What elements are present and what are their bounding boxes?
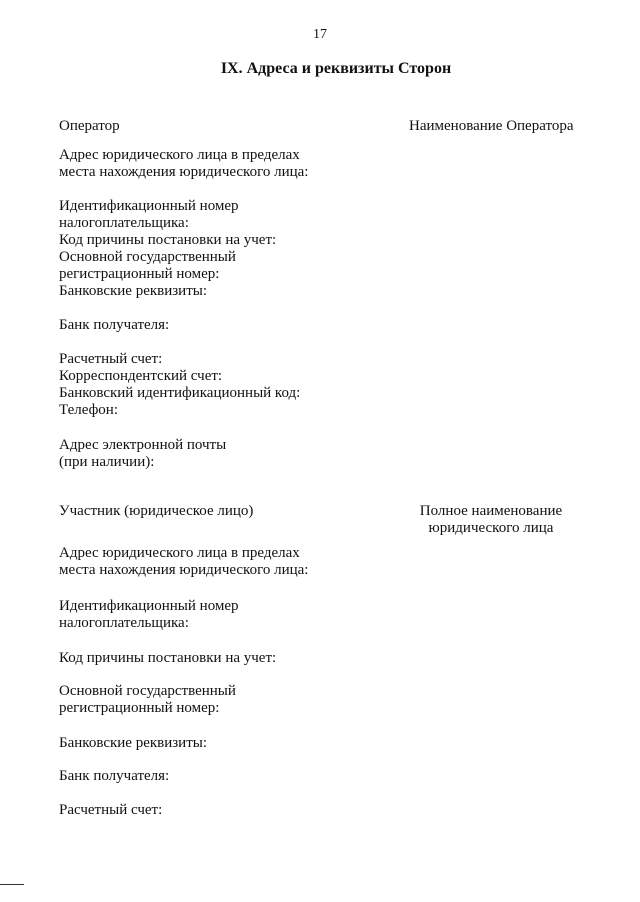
- participant-label: Участник (юридическое лицо): [59, 503, 254, 519]
- operator-address-line-2: места нахождения юридического лица:: [59, 164, 309, 180]
- participant-inn: [59, 598, 389, 632]
- operator-email-line-1: Адрес электронной почты: [59, 437, 227, 453]
- participant-kpp: Код причины постановки на учет:: [59, 650, 277, 666]
- participant-address-line-1: Адрес юридического лица в пределах: [59, 545, 300, 561]
- operator-ogrn-line-1: Основной государственный: [59, 249, 236, 265]
- section-title: IX. Адреса и реквизиты Сторон: [220, 60, 452, 77]
- participant-ogrn-line-2: регистрационный номер:: [59, 700, 220, 716]
- participant-settlement-account: Расчетный счет:: [59, 802, 163, 818]
- operator-bik: Банковский идентификационный код:: [59, 385, 301, 401]
- participant-bank-details: Банковские реквизиты:: [59, 735, 208, 751]
- scan-edge-mark: [0, 884, 24, 885]
- operator-settlement-account: Расчетный счет:: [59, 351, 163, 367]
- operator-address: [59, 147, 389, 181]
- participant-ogrn: [59, 683, 389, 717]
- operator-email: [59, 437, 389, 471]
- operator-phone: Телефон:: [59, 402, 118, 418]
- participant-address: [59, 545, 389, 579]
- participant-inn-line-1: Идентификационный номер: [59, 598, 239, 614]
- participant-name-line-2: юридического лица: [428, 520, 554, 536]
- page-number: 17: [313, 27, 327, 42]
- operator-recipient-bank: Банк получателя:: [59, 317, 170, 333]
- participant-name-placeholder: [410, 503, 572, 537]
- operator-ogrn-line-2: регистрационный номер:: [59, 266, 220, 282]
- operator-inn-line-1: Идентификационный номер: [59, 198, 239, 214]
- participant-inn-line-2: налогоплательщика:: [59, 615, 189, 631]
- operator-address-line-1: Адрес юридического лица в пределах: [59, 147, 300, 163]
- operator-email-line-2: (при наличии):: [59, 454, 155, 470]
- operator-correspondent-account: Корреспондентский счет:: [59, 368, 223, 384]
- participant-recipient-bank: Банк получателя:: [59, 768, 170, 784]
- operator-accounts: [59, 351, 389, 419]
- participant-name-line-1: Полное наименование: [419, 503, 563, 519]
- operator-bank-details: Банковские реквизиты:: [59, 283, 208, 299]
- operator-inn-line-2: налогоплательщика:: [59, 215, 189, 231]
- operator-kpp: Код причины постановки на учет:: [59, 232, 277, 248]
- operator-name-placeholder: Наименование Оператора: [409, 118, 574, 134]
- participant-ogrn-line-1: Основной государственный: [59, 683, 236, 699]
- participant-address-line-2: места нахождения юридического лица:: [59, 562, 309, 578]
- operator-details: [59, 198, 389, 300]
- operator-label: Оператор: [59, 118, 120, 134]
